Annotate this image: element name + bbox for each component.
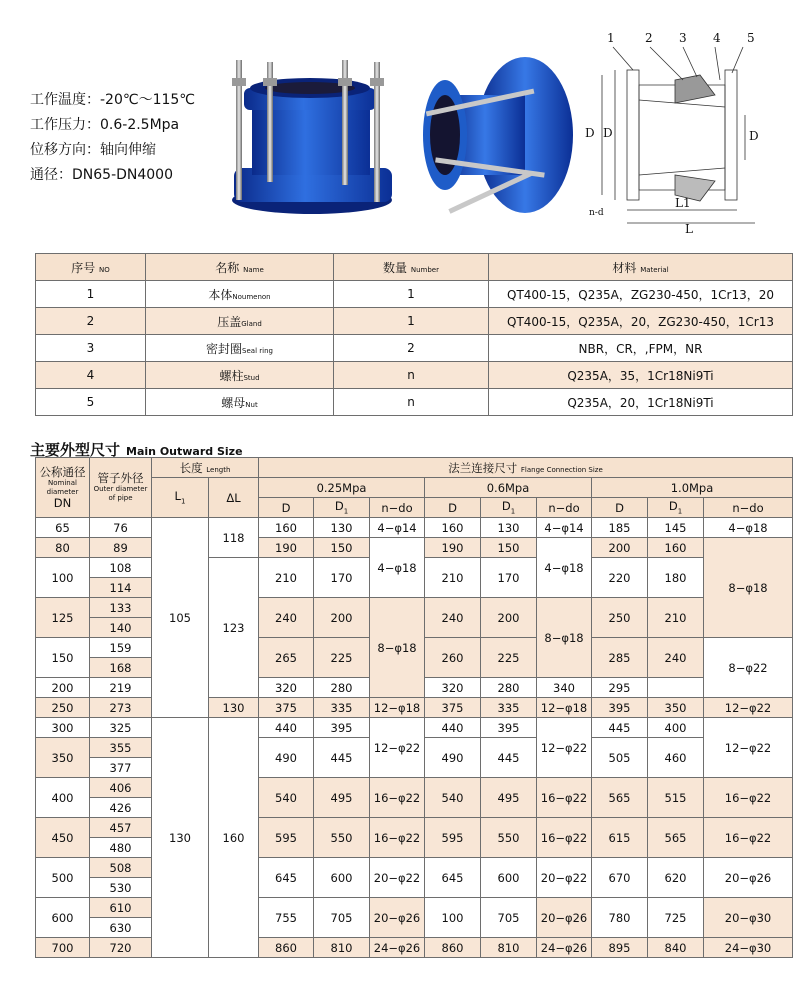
part-material: QT400-15，Q235A，ZG230-450，1Cr13，20 [489,281,793,308]
header-p2: 0.6Mpa [425,478,592,498]
table-row [36,281,793,308]
cell: 100 [36,558,90,598]
cell: 295 [592,678,648,698]
cell: 80 [36,538,90,558]
spec-list [30,88,195,188]
cell: 530 [90,878,152,898]
cell: 335 [481,698,537,718]
cell: 285 [592,638,648,678]
cell: 130 [152,718,209,958]
table-row [36,362,793,389]
callout-2: 2 [645,31,653,45]
cell: 150 [36,638,90,678]
cell: 210 [425,558,481,598]
cell: 540 [425,778,481,818]
cell: 457 [90,818,152,838]
cell: 24−φ30 [704,938,793,958]
cell: 610 [90,898,152,918]
cell: 170 [481,558,537,598]
cell: 150 [481,538,537,558]
cell: 340 [537,678,592,698]
cell: 600 [481,858,537,898]
header-D1: $D_1$ [314,498,370,518]
callout-3: 3 [679,31,687,45]
cell: 375 [259,698,314,718]
cell: 395 [314,718,370,738]
cell: 335 [314,698,370,718]
cell: 16−φ22 [704,818,793,858]
cell: 8−φ18 [704,538,793,638]
cell: 12−φ22 [704,698,793,718]
cell: 500 [36,858,90,898]
cell: 445 [481,738,537,778]
label-L: L [685,222,693,235]
cell: 515 [648,778,704,818]
cell: 4−φ14 [370,518,425,538]
cell: 168 [90,658,152,678]
cell: 595 [259,818,314,858]
cell: 118 [209,518,259,558]
cell: 219 [90,678,152,698]
header-D: D [425,498,481,518]
cell: 495 [481,778,537,818]
header-D: D [259,498,314,518]
cell: 8−φ18 [537,598,592,678]
part-material: NBR，CR，,FPM，NR [489,335,793,362]
header-L1: $L_1$ [152,478,209,518]
cell: 210 [648,598,704,638]
parts-header-no: 序号 NO [36,254,146,281]
cell: 355 [90,738,152,758]
cell: 265 [259,638,314,678]
cell: 220 [592,558,648,598]
cell: 445 [592,718,648,738]
cell: 320 [259,678,314,698]
cell: 670 [592,858,648,898]
technical-drawing [575,25,790,235]
cell: 4−φ18 [370,538,425,598]
cell: 550 [481,818,537,858]
part-material: Q235A，20，1Cr18Ni9Ti [489,389,793,416]
cell: 160 [209,718,259,958]
cell: 12−φ18 [370,698,425,718]
cell: 273 [90,698,152,718]
part-name: 螺柱Stud [146,362,334,389]
cell: 260 [425,638,481,678]
cell: 810 [481,938,537,958]
cell: 810 [314,938,370,958]
cell: 150 [314,538,370,558]
part-name: 压盖Gland [146,308,334,335]
cell: 426 [90,798,152,818]
cell: 130 [481,518,537,538]
part-no: 4 [36,362,146,389]
cell: 185 [592,518,648,538]
cell: 490 [425,738,481,778]
cell: 395 [481,718,537,738]
table-row [36,698,793,718]
part-no: 3 [36,335,146,362]
spec-diameter: 通径：DN65-DN4000 [30,167,174,183]
cell: 400 [648,718,704,738]
cell: 159 [90,638,152,658]
cell: 630 [90,918,152,938]
header-od: 管子外径 Outer diameter of pipe [90,458,152,518]
header-flange: 法兰连接尺寸 Flange Connection Size [259,458,793,478]
cell: 325 [90,718,152,738]
table-row [36,718,793,738]
cell: 108 [90,558,152,578]
cell: 645 [259,858,314,898]
cell: 565 [648,818,704,858]
parts-header-name: 名称 Name [146,254,334,281]
cell: 600 [314,858,370,898]
cell: 160 [648,538,704,558]
part-qty: 1 [334,281,489,308]
cell: 240 [425,598,481,638]
cell: 480 [90,838,152,858]
cell: 725 [648,898,704,938]
cell: 645 [425,858,481,898]
parts-header-material: 材料 Material [489,254,793,281]
table-row [36,818,793,838]
part-qty: 1 [334,308,489,335]
cell: 16−φ22 [704,778,793,818]
cell: 350 [36,738,90,778]
cell: 16−φ22 [370,818,425,858]
part-qty: n [334,389,489,416]
cell: 440 [425,718,481,738]
cell: 105 [152,518,209,718]
cell: 160 [425,518,481,538]
cell: 505 [592,738,648,778]
spec-displacement: 位移方向：轴向伸缩 [30,142,156,158]
table-row [36,335,793,362]
cell: 860 [259,938,314,958]
callout-4: 4 [713,31,721,45]
table-row [36,518,793,538]
cell: 595 [425,818,481,858]
part-name: 本体Noumenon [146,281,334,308]
cell: 320 [425,678,481,698]
cell: 210 [259,558,314,598]
header-ndo: n−do [704,498,793,518]
cell: 377 [90,758,152,778]
product-photo-front [222,50,397,220]
header-p3: 1.0Mpa [592,478,793,498]
cell: 705 [481,898,537,938]
label-nd: n-d [589,208,604,218]
cell: 65 [36,518,90,538]
cell: 4−φ18 [704,518,793,538]
cell: 225 [314,638,370,678]
table-row [36,538,793,558]
cell: 12−φ22 [704,718,793,778]
cell: 450 [36,818,90,858]
header-dn: 公称通径 Nominal diameter DN [36,458,90,518]
table-row [36,598,793,618]
label-D: D [585,126,595,140]
cell: 895 [592,938,648,958]
cell: 350 [648,698,704,718]
cell: 20−φ22 [370,858,425,898]
cell: 840 [648,938,704,958]
cell: 620 [648,858,704,898]
cell: 12−φ22 [370,718,425,778]
cell: 445 [314,738,370,778]
header-ndo: n−do [537,498,592,518]
part-no: 5 [36,389,146,416]
cell: 170 [314,558,370,598]
size-table [35,457,793,958]
cell: 200 [481,598,537,638]
cell: 280 [314,678,370,698]
cell: 200 [592,538,648,558]
cell: 508 [90,858,152,878]
spec-temperature: 工作温度：-20℃～115℃ [30,92,196,108]
label-Di: D [749,129,759,143]
cell: 100 [425,898,481,938]
cell: 780 [592,898,648,938]
callout-5: 5 [747,31,755,45]
cell: 190 [259,538,314,558]
cell: 20−φ30 [704,898,793,938]
cell: 20−φ26 [537,898,592,938]
header-length: 长度 Length [152,458,259,478]
cell: 615 [592,818,648,858]
part-qty: n [334,362,489,389]
cell: 8−φ22 [704,638,793,698]
cell: 140 [90,618,152,638]
cell: 400 [36,778,90,818]
table-row [36,308,793,335]
cell: 130 [209,698,259,718]
cell: 20−φ22 [537,858,592,898]
cell: 160 [259,518,314,538]
part-material: QT400-15，Q235A，20，ZG230-450，1Cr13 [489,308,793,335]
header-p1: 0.25Mpa [259,478,425,498]
cell: 16−φ22 [370,778,425,818]
cell: 250 [36,698,90,718]
part-name: 螺母Nut [146,389,334,416]
header-D1: $D_1$ [481,498,537,518]
cell: 375 [425,698,481,718]
label-D1: D [603,126,613,140]
part-material: Q235A，35，1Cr18Ni9Ti [489,362,793,389]
cell: 540 [259,778,314,818]
header-D: D [592,498,648,518]
cell: 16−φ22 [537,818,592,858]
cell: 280 [481,678,537,698]
cell: 490 [259,738,314,778]
cell: 565 [592,778,648,818]
cell: 114 [90,578,152,598]
part-name: 密封圈Seal ring [146,335,334,362]
cell: 225 [481,638,537,678]
cell: 395 [592,698,648,718]
cell: 200 [36,678,90,698]
cell: 440 [259,718,314,738]
cell: 12−φ22 [537,718,592,778]
cell: 200 [314,598,370,638]
cell: 550 [314,818,370,858]
header-dL: ΔL [209,478,259,518]
callout-1: 1 [607,31,615,45]
table-row [36,938,793,958]
part-qty: 2 [334,335,489,362]
cell: 240 [648,638,704,678]
cell: 240 [259,598,314,638]
part-no: 1 [36,281,146,308]
table-row [36,858,793,878]
cell: 600 [36,898,90,938]
part-no: 2 [36,308,146,335]
product-photo-angled [405,40,575,220]
header-ndo: n−do [370,498,425,518]
header-D1: $D_1$ [648,498,704,518]
label-L1: L1 [675,196,691,210]
cell: 4−φ14 [537,518,592,538]
cell: 12−φ18 [537,698,592,718]
cell: 8−φ18 [370,598,425,698]
spec-pressure: 工作压力：0.6-2.5Mpa [30,117,180,133]
cell: 130 [314,518,370,538]
cell: 755 [259,898,314,938]
cell: 123 [209,558,259,698]
cell: 250 [592,598,648,638]
section-title: 主要外型尺寸 Main Outward Size [30,441,243,459]
cell: 125 [36,598,90,638]
cell: 20−φ26 [370,898,425,938]
cell: 180 [648,558,704,598]
cell: 700 [36,938,90,958]
table-row [36,778,793,798]
cell: 300 [36,718,90,738]
cell: 24−φ26 [370,938,425,958]
cell: 720 [90,938,152,958]
cell: 860 [425,938,481,958]
cell: 16−φ22 [537,778,592,818]
cell: 705 [314,898,370,938]
parts-header-qty: 数量 Number [334,254,489,281]
cell: 4−φ18 [537,538,592,598]
cell: 190 [425,538,481,558]
parts-table [35,253,793,416]
cell: 76 [90,518,152,538]
cell: 145 [648,518,704,538]
cell: 406 [90,778,152,798]
cell: 89 [90,538,152,558]
table-row [36,898,793,918]
table-row [36,389,793,416]
cell: 495 [314,778,370,818]
cell: 20−φ26 [704,858,793,898]
cell: 460 [648,738,704,778]
cell: 133 [90,598,152,618]
cell: 24−φ26 [537,938,592,958]
